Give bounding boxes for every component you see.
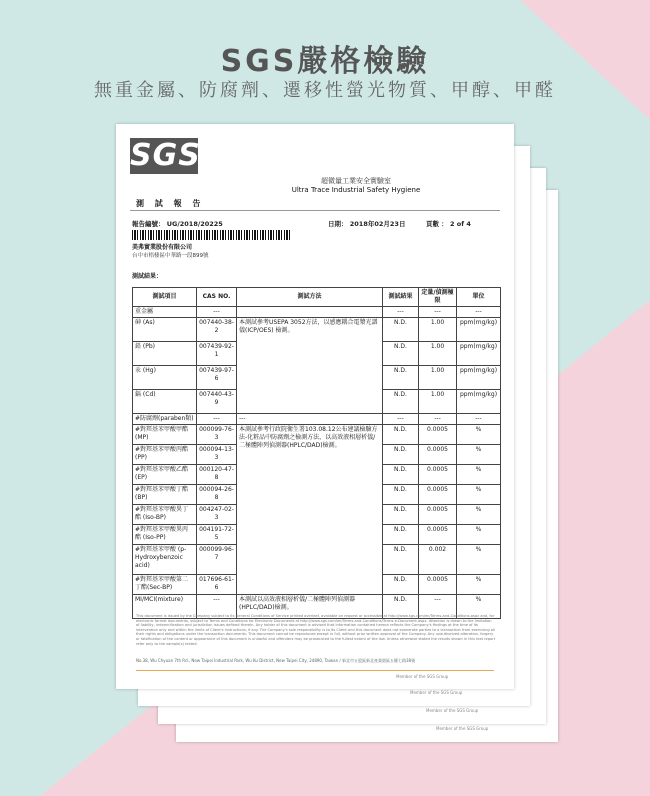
cell-limit: --- xyxy=(419,307,457,318)
cell-item: #對羥基苯甲酸第二丁酯(Sec-BP) xyxy=(133,575,197,595)
cell-item: 鎘 (Cd) xyxy=(133,390,197,414)
page-subtitle: 無重金屬、防腐劑、遷移性螢光物質、甲醇、甲醛 xyxy=(94,80,556,101)
cell-cas: 007439-92-1 xyxy=(197,342,237,366)
cell-limit: 0.002 xyxy=(419,545,457,575)
cell-cas: 007440-43-9 xyxy=(197,390,237,414)
cell-result: N.D. xyxy=(383,390,419,414)
cell-result: N.D. xyxy=(383,485,419,505)
cell-result: N.D. xyxy=(383,525,419,545)
col-header: 測試結果 xyxy=(383,288,419,307)
cell-unit: % xyxy=(457,445,501,465)
cell-limit: --- xyxy=(419,414,457,425)
cell-result: N.D. xyxy=(383,366,419,390)
cell-cas: 000099-96-7 xyxy=(197,545,237,575)
cell-cas: 000099-76-3 xyxy=(197,425,237,445)
cell-unit: --- xyxy=(457,414,501,425)
cell-limit: 0.0005 xyxy=(419,445,457,465)
results-label: 測試結果： xyxy=(132,273,163,280)
cell-method: 本測試參考行政院衛生署103.08.12公布建議檢驗方法-化粧品中防腐劑之檢測方法，以高效液相層析儀/二極體陣列偵測器(HPLC/DAD)檢測。 xyxy=(237,425,383,595)
lab-name-cn: 超微量工業安全實驗室 xyxy=(321,177,391,185)
report-number: 報告編號： UG/2018/20225 xyxy=(132,220,223,228)
cell-unit: ppm(mg/kg) xyxy=(457,342,501,366)
report-title: 測 試 報 告 xyxy=(136,199,205,208)
cell-result: N.D. xyxy=(383,342,419,366)
cell-result: N.D. xyxy=(383,575,419,595)
cell-cas: --- xyxy=(197,595,237,619)
cell-limit: 0.0005 xyxy=(419,525,457,545)
company-name: 美弗實業股份有限公司 xyxy=(132,244,193,251)
company-address: 台中市梧棲區中華路一段899號 xyxy=(132,253,209,259)
cell-limit: 0.0005 xyxy=(419,505,457,525)
footer-rule xyxy=(136,670,494,671)
cell-item: MI/MCI(mixture) xyxy=(133,595,197,619)
cell-item: #對羥基苯甲酸乙酯 (EP) xyxy=(133,465,197,485)
cell-unit: % xyxy=(457,465,501,485)
cell-item: #對羥基苯甲酸甲酯 (MP) xyxy=(133,425,197,445)
cell-item: #對羥基苯甲酸丁酯 (BP) xyxy=(133,485,197,505)
cell-unit: --- xyxy=(457,307,501,318)
table-row xyxy=(133,414,501,425)
results-table xyxy=(132,287,501,619)
cell-item: #對羥基苯甲酸異丁酯 (Iso-BP) xyxy=(133,505,197,525)
cell-cas: 004191-72-5 xyxy=(197,525,237,545)
cell-method xyxy=(237,307,383,318)
cell-cas: --- xyxy=(197,307,237,318)
cell-unit: % xyxy=(457,425,501,445)
barcode xyxy=(132,230,292,240)
report-page: 頁數 ： 2 of 4 xyxy=(426,220,471,228)
footer-address: No.38, Wu Chyuan 7th Rd., New Taipei Industrial Park, Wu Ku District, New Taipei City, 24890, Taiwan / 新北市五股區新北產業園區五權七路38號 xyxy=(136,658,416,663)
disclaimer-text: This document is issued by the Company subject to its General Conditions of Service printed overleaf, available on request or accessible at http://www.sgs.com/en/Terms-and-Conditions.aspx and, for electronic format documents, subject to Terms and Conditions for Electronic Documents at http://www.sgs.com/en/Terms-and-Conditions/Terms-e-Document.aspx. Attention is drawn to the limitation of liability, indemnification and jurisdiction issues defined therein. Any holder of this document is advised that information contained hereon reflects the Company's findings at the time of its intervention only and within the limits of Client's instructions, if any. The Company's sole responsibility is to its Client and this document does not exonerate parties to a transaction from exercising all their rights and obligations under the transaction documents. This document cannot be reproduced except in full, without prior written approval of the Company. Any unauthorized alteration, forgery or falsification of the content or appearance of this document is unlawful and offenders may be prosecuted to the fullest extent of the law. Unless otherwise stated the results shown in this test report refer only to the sample(s) tested. xyxy=(136,614,496,646)
cell-result: N.D. xyxy=(383,595,419,619)
cell-unit: % xyxy=(457,525,501,545)
cell-cas: 004247-02-3 xyxy=(197,505,237,525)
col-header: 定量/偵測極限 xyxy=(419,288,457,307)
cell-unit: ppm(mg/kg) xyxy=(457,390,501,414)
cell-result: N.D. xyxy=(383,445,419,465)
cell-limit: 1.00 xyxy=(419,366,457,390)
cell-item: 鉛 (Pb) xyxy=(133,342,197,366)
cell-cas: 000094-13-3 xyxy=(197,445,237,465)
cell-method: 本測試參考USEPA 3052方法，以感應耦合電漿光譜儀(ICP/OES) 檢測。 xyxy=(237,318,383,414)
table-row xyxy=(133,318,501,342)
cell-limit: 1.00 xyxy=(419,318,457,342)
member-text: Member of the SGS Group xyxy=(436,726,489,731)
lab-name-en: Ultra Trace Industrial Safety Hygiene xyxy=(291,186,421,194)
cell-limit: 1.00 xyxy=(419,342,457,366)
col-header: 測試方法 xyxy=(237,288,383,307)
cell-item: #防腐劑(paraben類) xyxy=(133,414,197,425)
cell-item: #對羥基苯甲酸異丙酯 (Iso-PP) xyxy=(133,525,197,545)
cell-item: #對羥基苯甲酸丙酯 (PP) xyxy=(133,445,197,465)
cell-result: N.D. xyxy=(383,465,419,485)
cell-cas: 007439-97-6 xyxy=(197,366,237,390)
cell-unit: ppm(mg/kg) xyxy=(457,366,501,390)
col-header: 單位 xyxy=(457,288,501,307)
sgs-logo: SGS xyxy=(130,138,201,173)
cell-limit: 0.0005 xyxy=(419,425,457,445)
report-sheet-main xyxy=(116,124,514,689)
member-text: Member of the SGS Group xyxy=(410,690,463,695)
report-date: 日期： 2018年02月23日 xyxy=(328,220,406,228)
cell-unit: ppm(mg/kg) xyxy=(457,318,501,342)
table-row xyxy=(133,425,501,445)
member-text: Member of the SGS Group xyxy=(396,674,449,679)
cell-limit: 0.0005 xyxy=(419,465,457,485)
cell-result: N.D. xyxy=(383,505,419,525)
cell-unit: % xyxy=(457,545,501,575)
cell-result: --- xyxy=(383,414,419,425)
member-text: Member of the SGS Group xyxy=(426,708,479,713)
cell-cas: 000094-26-8 xyxy=(197,485,237,505)
cell-item: 砷 (As) xyxy=(133,318,197,342)
cell-method: --- xyxy=(237,414,383,425)
cell-result: N.D. xyxy=(383,318,419,342)
cell-limit: 0.0005 xyxy=(419,485,457,505)
cell-limit: 1.00 xyxy=(419,390,457,414)
table-row xyxy=(133,307,501,318)
cell-unit: % xyxy=(457,485,501,505)
col-header: CAS NO. xyxy=(197,288,237,307)
cell-cas: 017696-61-6 xyxy=(197,575,237,595)
cell-result: N.D. xyxy=(383,545,419,575)
cell-result: N.D. xyxy=(383,425,419,445)
cell-result: --- xyxy=(383,307,419,318)
cell-item: #對羥基苯甲酸 (p-Hydroxybenzoic acid) xyxy=(133,545,197,575)
cell-cas: --- xyxy=(197,414,237,425)
cell-cas: 007440-38-2 xyxy=(197,318,237,342)
table-header-row xyxy=(133,288,501,307)
cell-item: 重金屬 xyxy=(133,307,197,318)
cell-limit: 0.0005 xyxy=(419,575,457,595)
cell-unit: % xyxy=(457,595,501,619)
cell-unit: % xyxy=(457,575,501,595)
col-header: 測試項目 xyxy=(133,288,197,307)
cell-cas: 000120-47-8 xyxy=(197,465,237,485)
cell-unit: % xyxy=(457,505,501,525)
cell-method: 本測試以高效液相層析儀/二極體陣列偵測器(HPLC/DAD)檢測。 xyxy=(237,595,383,619)
divider xyxy=(130,210,500,211)
cell-limit: --- xyxy=(419,595,457,619)
cell-item: 汞 (Hg) xyxy=(133,366,197,390)
page-title: SGS嚴格檢驗 xyxy=(220,44,430,79)
